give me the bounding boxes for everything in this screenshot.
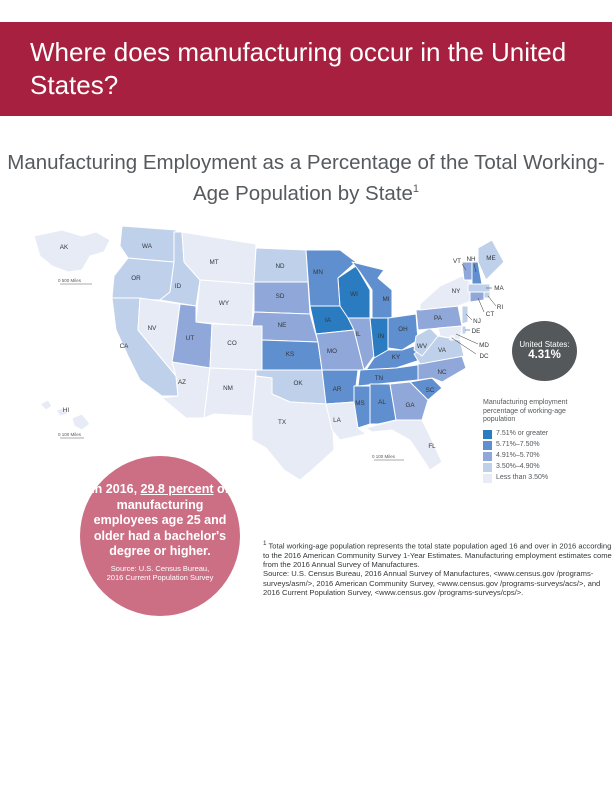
label-IA: IA <box>325 317 331 324</box>
label-OH: OH <box>398 326 408 333</box>
label-NM: NM <box>223 385 233 392</box>
label-RI: RI <box>496 304 504 311</box>
label-SD: SD <box>275 293 285 300</box>
stat-text-before: In 2016, <box>91 482 141 496</box>
label-LA: LA <box>333 417 341 424</box>
label-ID: ID <box>174 283 182 290</box>
label-NC: NC <box>437 369 447 376</box>
label-ND: ND <box>275 263 285 270</box>
legend-row <box>483 462 593 473</box>
label-MD: MD <box>479 342 489 349</box>
label-ME: ME <box>486 255 496 262</box>
label-GA: GA <box>405 402 415 409</box>
label-CT: CT <box>485 311 495 318</box>
label-AK: AK <box>59 244 69 251</box>
label-DC: DC <box>479 353 489 360</box>
label-IN: IN <box>377 333 385 340</box>
label-UT: UT <box>185 335 195 342</box>
label-VA: VA <box>438 347 446 354</box>
label-AL: AL <box>378 399 386 406</box>
label-NE: NE <box>277 322 287 329</box>
label-OR: OR <box>131 275 141 282</box>
scale-label-main: 0 500 Miles <box>58 278 82 283</box>
label-MA: MA <box>494 285 504 292</box>
label-WY: WY <box>218 300 230 307</box>
legend-swatch-2 <box>483 452 492 461</box>
label-AR: AR <box>332 386 342 393</box>
legend-label: 5.71%–7.50% <box>496 440 540 448</box>
label-SC: SC <box>425 387 435 394</box>
map-title-text: Manufacturing Employment as a Percentage of the Total Working-Age Population by State <box>7 151 605 205</box>
state-CO <box>210 324 264 370</box>
footnote-source: Source: U.S. Census Bureau, 2016 Annual Survey of Manufactures, <www.census.gov /programs-surveys/asm/>, 2016 American Community Survey, <www.census.gov /programs-surveys/acs/>, and 2016 Current Population Survey, <www.census.gov /programs-surveys/cps/>. <box>263 569 601 598</box>
label-MT: MT <box>209 259 219 266</box>
label-CO: CO <box>227 340 237 347</box>
legend-swatch-0 <box>483 430 492 439</box>
label-VT: VT <box>452 258 462 265</box>
state-NY <box>420 276 474 310</box>
legend-label: 4.91%–5.70% <box>496 451 540 459</box>
state-CT <box>470 292 484 302</box>
label-NY: NY <box>451 288 461 295</box>
label-HI: HI <box>62 407 70 414</box>
state-AK <box>34 230 110 272</box>
footnote-note-mark: 1 <box>263 540 267 547</box>
legend-label: 3.50%–4.90% <box>496 462 540 470</box>
label-MS: MS <box>355 400 365 407</box>
education-stat-callout <box>80 456 240 616</box>
state-HI <box>40 400 90 430</box>
label-MO: MO <box>326 348 338 355</box>
label-OK: OK <box>293 380 303 387</box>
label-IL: IL <box>355 331 361 338</box>
state-VT <box>462 262 472 280</box>
label-AZ: AZ <box>177 379 187 386</box>
legend-row <box>483 440 593 451</box>
legend-row <box>483 429 593 440</box>
legend-label: Less than 3.50% <box>496 473 549 481</box>
label-KY: KY <box>391 354 401 361</box>
scale-label-fl: 0 100 Miles <box>372 454 396 459</box>
us-total-badge <box>512 321 577 381</box>
label-TN: TN <box>374 375 384 382</box>
label-DE: DE <box>471 328 481 335</box>
stat-highlight: 29.8 percent <box>140 482 214 496</box>
legend-swatch-1 <box>483 441 492 450</box>
label-KS: KS <box>285 351 295 358</box>
footnote-note <box>263 539 612 569</box>
us-total-value: 4.31% <box>528 349 561 361</box>
legend-swatch-3 <box>483 463 492 472</box>
label-NJ: NJ <box>473 318 481 325</box>
label-NV: NV <box>147 325 157 332</box>
state-NM <box>204 368 256 418</box>
legend-row <box>483 451 593 462</box>
label-WA: WA <box>142 243 152 250</box>
legend-swatch-4 <box>483 474 492 483</box>
legend-row <box>483 473 593 484</box>
label-PA: PA <box>434 315 442 322</box>
label-WV: WV <box>416 343 428 350</box>
page-title: Where does manufacturing occur in the United States? <box>30 37 567 100</box>
legend-title: Manufacturing employment percentage of working-age population <box>483 399 568 423</box>
footnote-note-text: Total working-age population represents the total state population aged 16 and over in 2016 according to the 2016 American Community Survey 1-Year Estimates. Manufacturing employment estimates come from the 2016 Annual Survey of Manufactures. <box>263 541 612 570</box>
label-FL: FL <box>428 443 436 450</box>
legend-label: 7.51% or greater <box>496 429 549 437</box>
label-TX: TX <box>277 419 287 426</box>
map-legend <box>483 399 593 484</box>
stat-source: Source: U.S. Census Bureau, 2016 Current Population Survey <box>106 563 214 582</box>
leader-ri <box>488 296 496 306</box>
label-MN: MN <box>313 269 323 276</box>
stat-text <box>90 482 230 560</box>
scale-label-hi: 0 100 Miles <box>58 432 82 437</box>
footnote-marker: 1 <box>412 183 420 195</box>
state-OR <box>112 258 174 300</box>
stat-text-after: of manufacturing employees age 25 and older had a bachelor's degree or higher. <box>93 482 229 558</box>
footnote <box>263 539 612 597</box>
label-WI: WI <box>350 291 358 298</box>
label-CA: CA <box>119 343 129 350</box>
us-total-label: United States: <box>519 340 570 349</box>
label-NH: NH <box>466 256 476 263</box>
label-MI: MI <box>382 296 390 303</box>
